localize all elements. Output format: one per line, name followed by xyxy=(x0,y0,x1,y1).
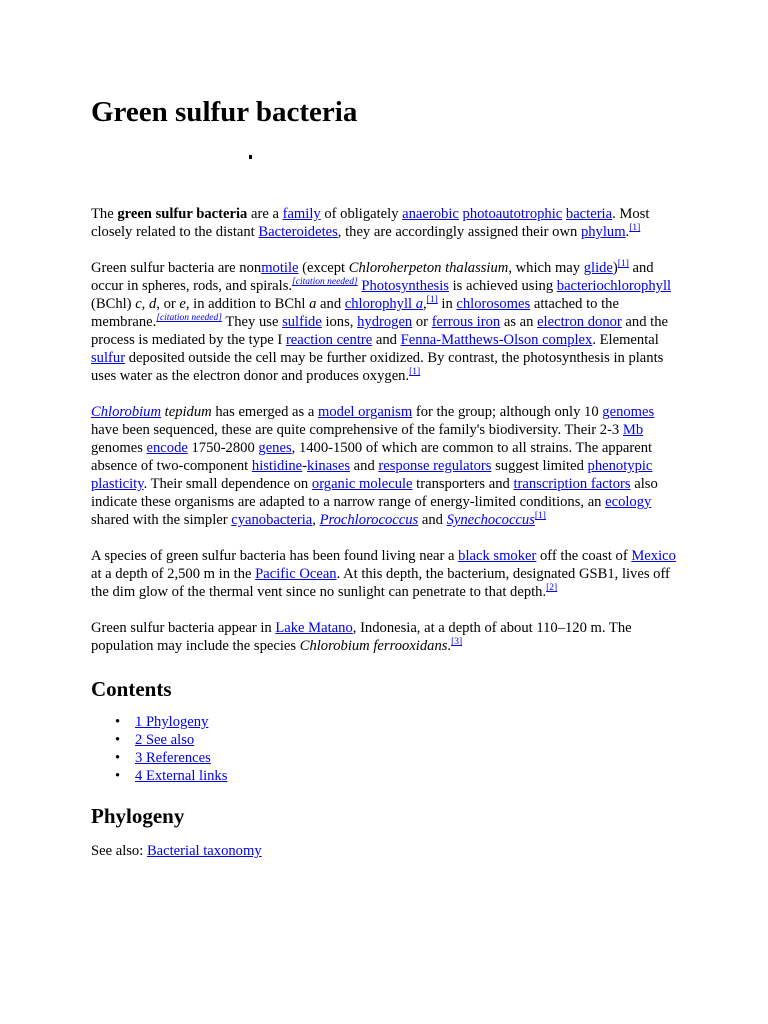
toc-link-external-links[interactable]: 4 External links xyxy=(135,768,228,784)
toc-item xyxy=(135,767,681,785)
link-prochlorococcus[interactable]: Prochlorococcus xyxy=(319,512,419,528)
link-response-regulators[interactable]: response regulators xyxy=(378,458,492,474)
phylogeny-heading: Phylogeny xyxy=(91,804,185,828)
link-chlorosomes[interactable]: chlorosomes xyxy=(456,296,531,312)
link-bacteriochlorophyll[interactable]: bacteriochlorophyll xyxy=(556,278,672,294)
link-genes[interactable]: genes xyxy=(258,440,292,456)
link-mb[interactable]: Mb xyxy=(622,422,644,438)
link-mexico[interactable]: Mexico xyxy=(631,548,676,564)
link-model-organism[interactable]: model organism xyxy=(318,404,413,420)
citation-needed-link[interactable]: [citation needed] xyxy=(292,277,358,288)
link-family[interactable]: family xyxy=(282,206,321,222)
article xyxy=(91,95,681,860)
paragraph-morphology: Green sulfur bacteria are nonmotile (except Chloroherpeton thalassium, which may glide)[1] and occur in spheres, rods, and spirals.[citation needed] Photosynthesis is achieved using bacteriochlorophyll (BChl) c, d, or e, in addition to BChl a and chlorophyll a,[1] in chlorosomes attached to the membrane.[citation needed] They use sulfide ions, hydrogen or ferrous iron as an electron donor and the process is mediated by the type I reaction centre and Fenna-Matthews-Olson complex. Elemental sulfur deposited outside the cell may be further oxidized. By contrast, the photosynthesis in plants uses water as the electron donor and produces oxygen.[1] xyxy=(91,259,672,384)
contents-heading: Contents xyxy=(91,677,172,701)
toc-item xyxy=(135,731,681,749)
paragraph-genomics: Chlorobium tepidum has emerged as a model organism for the group; although only 10 genomes have been sequenced, these are quite comprehensive of the family's biodiversity. Their 2-3 Mb genomes encode 1750-2800 genes, 1400-1500 of which are common to all strains. The apparent absence of two-component histidine-kinases and response regulators suggest limited phenotypic plasticity. Their small dependence on organic molecule transporters and transcription factors also indicate these organisms are adapted to a narrow range of energy-limited conditions, an ecology shared with the simpler cyanobacteria, Prochlorococcus and Synechococcus[1] xyxy=(91,404,658,528)
link-bacteroidetes[interactable]: Bacteroidetes xyxy=(258,224,338,240)
reference-link[interactable]: [2] xyxy=(546,583,558,594)
link-bacteria[interactable]: bacteria xyxy=(565,206,613,222)
link-chlorobium[interactable]: Chlorobium xyxy=(91,404,162,420)
link-bacterial-taxonomy[interactable]: Bacterial taxonomy xyxy=(146,843,262,859)
link-black-smoker[interactable]: black smoker xyxy=(458,548,537,564)
link-genomes[interactable]: genomes xyxy=(602,404,655,420)
table-of-contents xyxy=(91,713,681,785)
link-anaerobic[interactable]: anaerobic xyxy=(402,206,459,222)
link-photoautotrophic[interactable]: photoautotrophic xyxy=(462,206,563,222)
toc-link-phylogeny[interactable]: 1 Phylogeny xyxy=(135,714,209,730)
toc-link-references[interactable]: 3 References xyxy=(135,750,211,766)
link-pacific-ocean[interactable]: Pacific Ocean xyxy=(255,566,337,582)
link-electron-donor[interactable]: electron donor xyxy=(537,314,622,330)
page-title: Green sulfur bacteria xyxy=(91,96,358,128)
reference-link[interactable]: [1] xyxy=(629,223,641,234)
link-cyanobacteria[interactable]: cyanobacteria xyxy=(231,512,313,528)
link-chlorophyll-a[interactable]: chlorophyll a xyxy=(344,296,424,312)
paragraph-black-smoker: A species of green sulfur bacteria has been found living near a black smoker off the coast of Mexico at a depth of 2,500 m in the Pacific Ocean. At this depth, the bacterium, designated GSB1, lives off the dim glow of the thermal vent since no sunlight can penetrate to that depth.[2] xyxy=(91,548,676,600)
paragraph-lake-matano: Green sulfur bacteria appear in Lake Matano, Indonesia, at a depth of about 110–120 m. The population may include the species Chlorobium ferrooxidans.[3] xyxy=(91,620,632,654)
link-ferrous-iron[interactable]: ferrous iron xyxy=(431,314,501,330)
reference-link[interactable]: [1] xyxy=(617,259,629,270)
reference-link[interactable]: [1] xyxy=(534,511,546,522)
reference-link[interactable]: [1] xyxy=(409,367,421,378)
link-glide[interactable]: glide xyxy=(583,260,613,276)
link-hydrogen[interactable]: hydrogen xyxy=(357,314,413,330)
citation-needed-link[interactable]: [citation needed] xyxy=(156,313,222,324)
link-photosynthesis[interactable]: Photosynthesis xyxy=(361,278,449,294)
link-lake-matano[interactable]: Lake Matano xyxy=(275,620,353,636)
reference-link[interactable]: [3] xyxy=(451,637,463,648)
paragraph-intro: The green sulfur bacteria are a family of obligately anaerobic photoautotrophic bacteria. Most closely related to the distant Bacteroidetes, they are accordingly assigned their own phylum.[1] xyxy=(91,206,650,240)
link-phenotypic-plasticity[interactable]: phenotypic plasticity xyxy=(91,458,653,492)
link-fmo-complex[interactable]: Fenna-Matthews-Olson complex xyxy=(400,332,593,348)
link-sulfide[interactable]: sulfide xyxy=(282,314,322,330)
link-reaction-centre[interactable]: reaction centre xyxy=(285,332,373,348)
link-transcription-factors[interactable]: transcription factors xyxy=(513,476,631,492)
reference-link[interactable]: [1] xyxy=(426,295,438,306)
link-sulfur[interactable]: sulfur xyxy=(91,350,126,366)
bold-term: green sulfur bacteria xyxy=(117,206,248,222)
see-also-line: See also: Bacterial taxonomy xyxy=(91,843,262,859)
link-kinases[interactable]: kinases xyxy=(307,458,351,474)
toc-item xyxy=(135,713,681,731)
link-histidine[interactable]: histidine xyxy=(251,458,303,474)
link-organic-molecule[interactable]: organic molecule xyxy=(311,476,413,492)
toc-link-see-also[interactable]: 2 See also xyxy=(135,732,195,748)
link-encode[interactable]: encode xyxy=(146,440,188,456)
link-phylum[interactable]: phylum xyxy=(580,224,626,240)
toc-item xyxy=(135,749,681,767)
link-ecology[interactable]: ecology xyxy=(605,494,652,510)
link-motile[interactable]: motile xyxy=(261,260,299,276)
link-synechococcus[interactable]: Synechococcus xyxy=(446,512,535,528)
